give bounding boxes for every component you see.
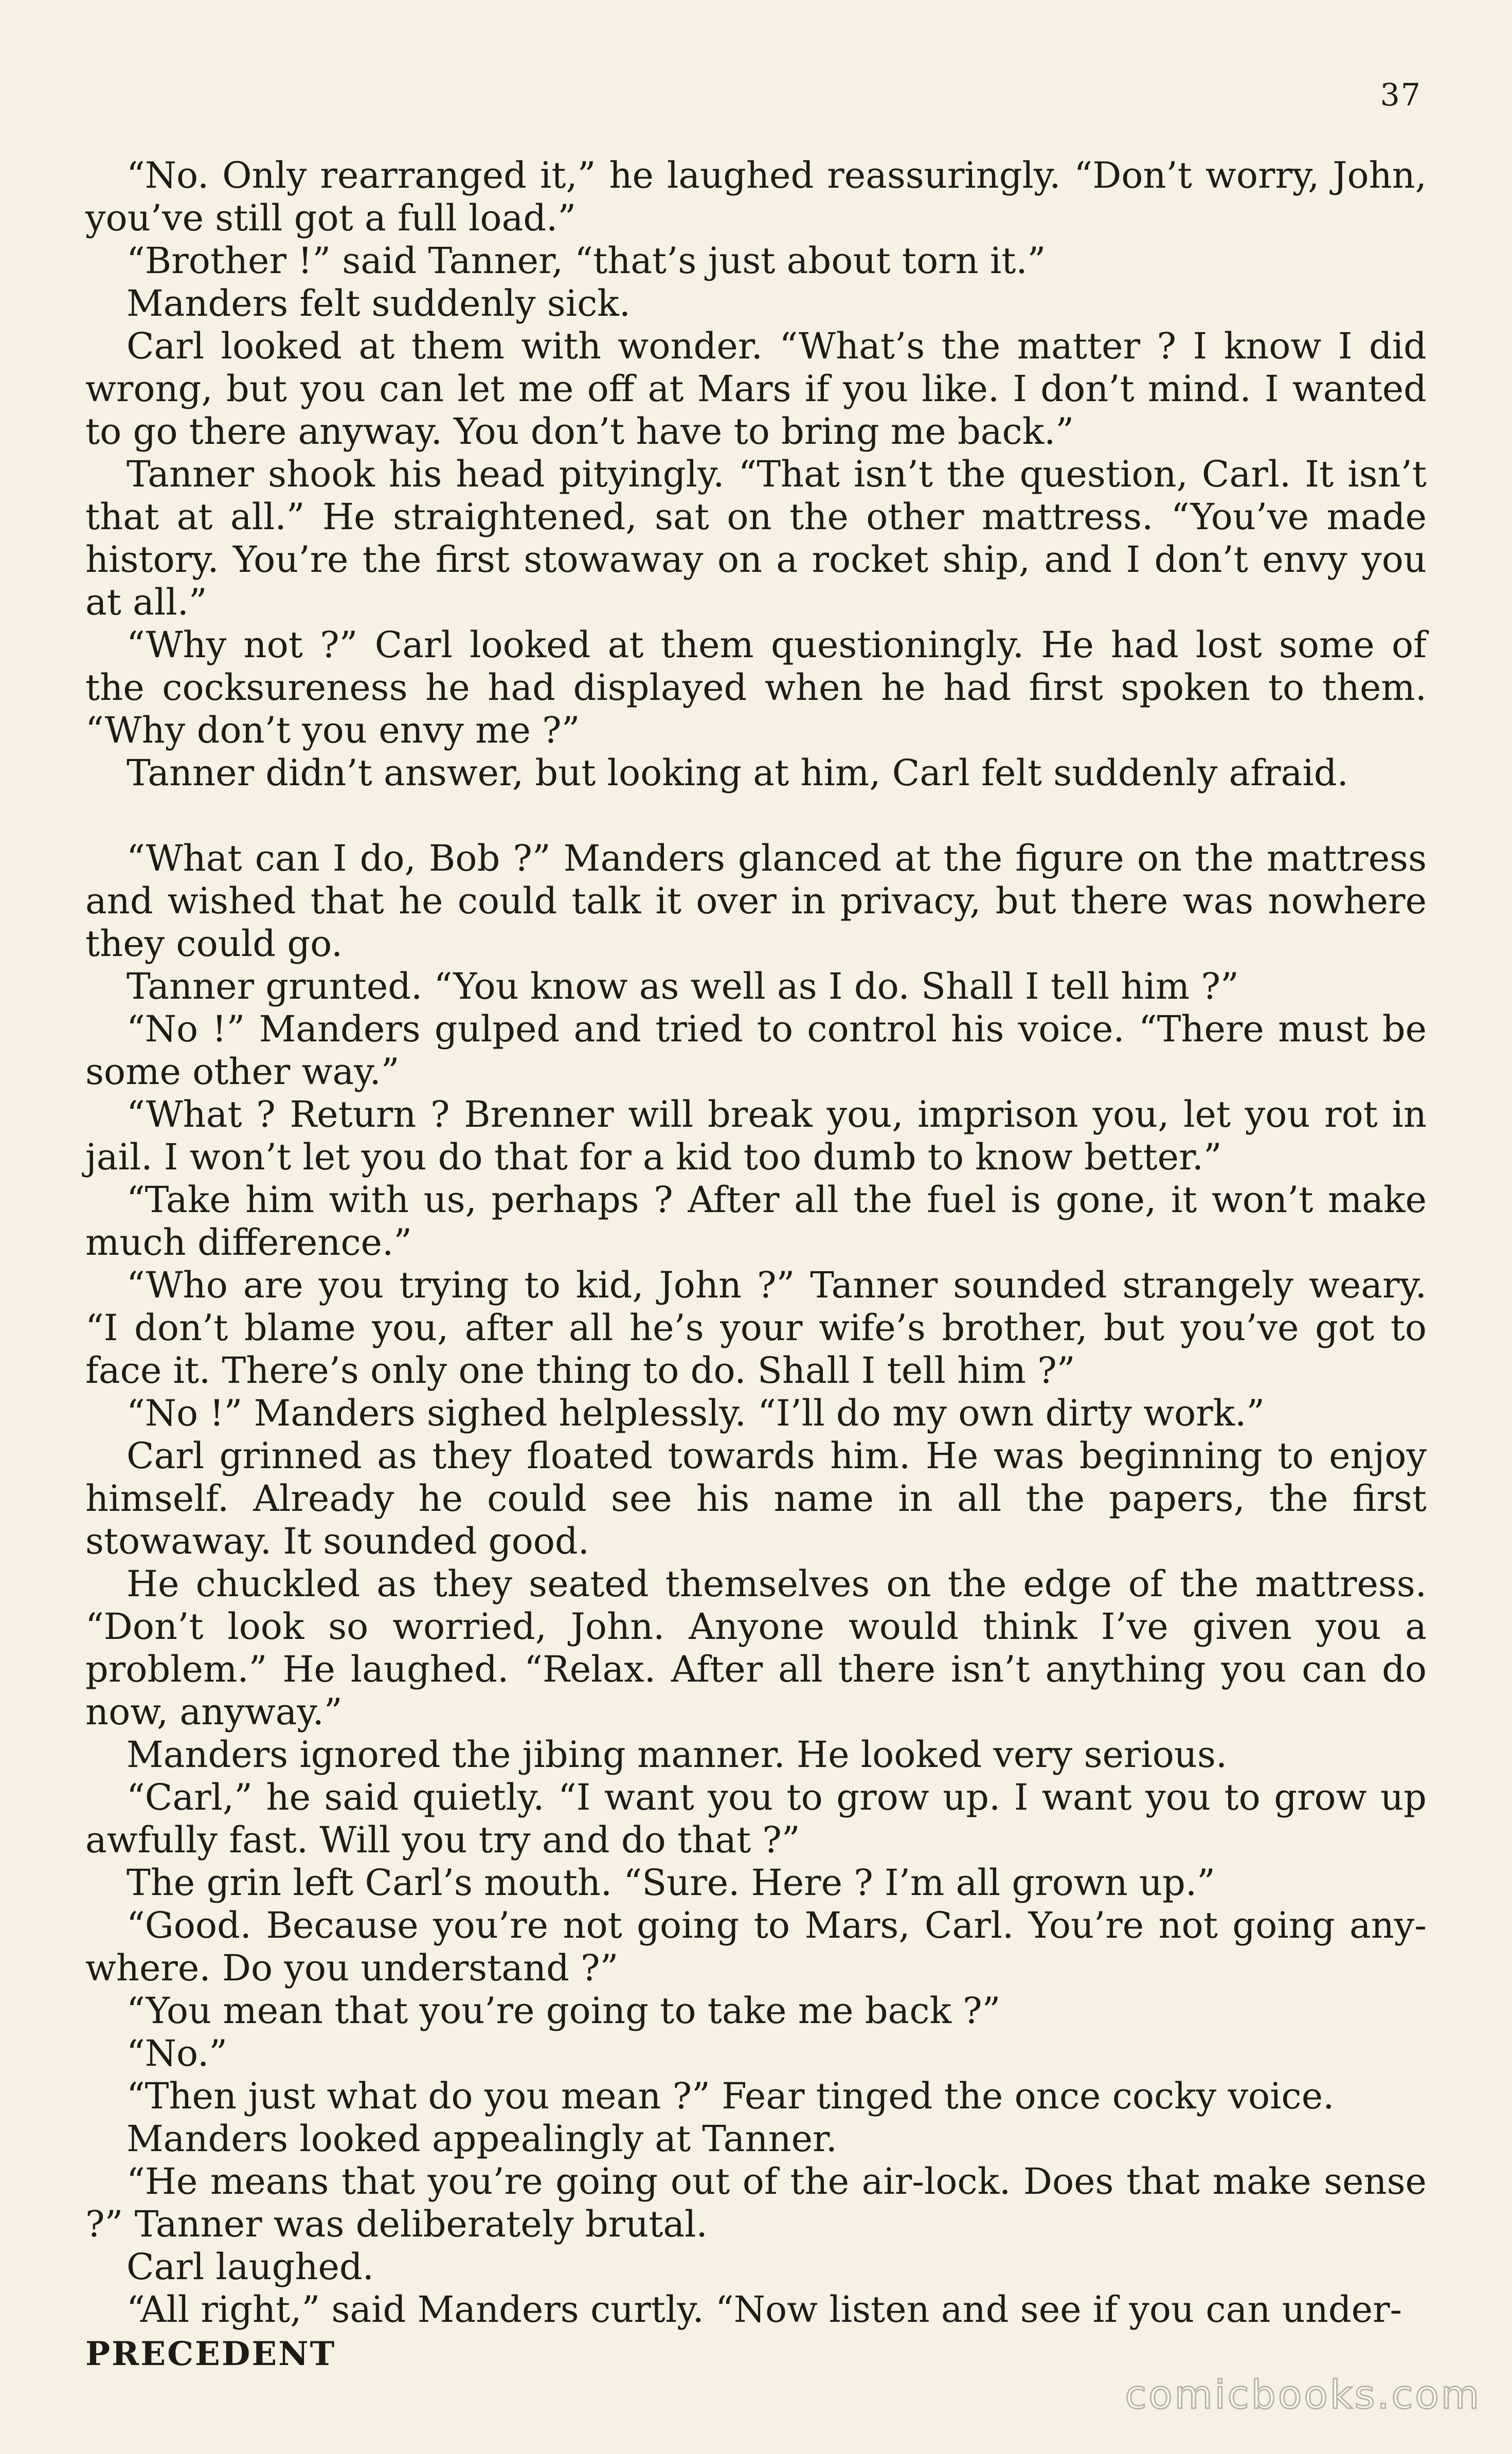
- watermark: comicbooks.com: [1125, 2372, 1481, 2417]
- paragraph: “Why not ?” Carl looked at them questioningly. He had lost some of the cocksureness he had displayed when he had first spoken to them. “Why don’t you envy me ?”: [85, 624, 1427, 751]
- section-break: [85, 795, 1427, 837]
- paragraph: “Carl,” he said quietly. “I want you to grow up. I want you to grow up awfully fast. Will you try and do that ?”: [85, 1776, 1427, 1861]
- text-section-2: [85, 837, 1427, 2331]
- paragraph: “What can I do, Bob ?” Manders glanced at the figure on the mattress and wished that he could talk it over in privacy, but there was nowhere they could go.: [85, 837, 1427, 965]
- body-text: [85, 154, 1427, 2331]
- paragraph: He chuckled as they seated themselves on the edge of the mattress. “Don’t look so worried, John. Anyone would think I’ve given you a problem.” He laughed. “Relax. After all there isn’t anything you can do now, anyway.”: [85, 1563, 1427, 1733]
- page-number: 37: [1380, 77, 1421, 113]
- paragraph: “You mean that you’re going to take me back ?”: [127, 1990, 1001, 2032]
- paragraph: “No.”: [127, 2032, 227, 2074]
- paragraph: “No !” Manders gulped and tried to control his voice. “There must be some other way.”: [85, 1008, 1427, 1093]
- paragraph: Carl laughed.: [127, 2246, 374, 2288]
- paragraph: Tanner grunted. “You know as well as I do. Shall I tell him ?”: [127, 965, 1239, 1007]
- running-footer-title: PRECEDENT: [85, 2335, 336, 2373]
- paragraph: Tanner shook his head pityingly. “That isn’t the question, Carl. It isn’t that at all.” He straightened, sat on the other mattress. “You’ve made history. You’re the first stowaway on a rocket ship, and I don’t envy you at all.”: [85, 453, 1427, 623]
- paragraph: “Take him with us, perhaps ? After all the fuel is gone, it won’t make much difference.”: [85, 1179, 1427, 1264]
- paragraph: The grin left Carl’s mouth. “Sure. Here ? I’m all grown up.”: [127, 1862, 1215, 1904]
- paragraph: “Who are you trying to kid, John ?” Tanner sounded strangely weary. “I don’t blame you, after all he’s your wife’s brother, but you’ve got to face it. There’s only one thing to do. Shall I tell him ?”: [85, 1264, 1427, 1392]
- paragraph: Manders ignored the jibing manner. He looked very serious.: [127, 1734, 1228, 1776]
- paragraph: “He means that you’re going out of the air-lock. Does that make sense ?” Tanner was deliberately brutal.: [85, 2160, 1427, 2245]
- paragraph: “No !” Manders sighed helplessly. “I’ll do my own dirty work.”: [127, 1392, 1265, 1434]
- paragraph: “All right,” said Manders curtly. “Now listen and see if you can under-: [127, 2288, 1402, 2331]
- paragraph: “Good. Because you’re not going to Mars, Carl. You’re not going any-where. Do you understand ?”: [85, 1904, 1427, 1989]
- paragraph: Manders felt suddenly sick.: [127, 282, 631, 324]
- paragraph: “Brother !” said Tanner, “that’s just about torn it.”: [127, 240, 1046, 282]
- paragraph: “Then just what do you mean ?” Fear tinged the once cocky voice.: [127, 2075, 1335, 2117]
- text-section-1: [85, 154, 1427, 795]
- paragraph: “What ? Return ? Brenner will break you, imprison you, let you rot in jail. I won’t let you do that for a kid too dumb to know better.”: [85, 1093, 1427, 1178]
- paragraph: “No. Only rearranged it,” he laughed reassuringly. “Don’t worry, John, you’ve still got a full load.”: [85, 154, 1427, 239]
- paragraph: Manders looked appealingly at Tanner.: [127, 2118, 838, 2160]
- paragraph: Carl looked at them with wonder. “What’s the matter ? I know I did wrong, but you can let me off at Mars if you like. I don’t mind. I wanted to go there anyway. You don’t have to bring me back.”: [85, 325, 1427, 453]
- paragraph: Tanner didn’t answer, but looking at him, Carl felt suddenly afraid.: [127, 752, 1348, 794]
- paragraph: Carl grinned as they floated towards him. He was beginning to enjoy himself. Already he could see his name in all the papers, the first stowaway. It sounded good.: [85, 1435, 1427, 1562]
